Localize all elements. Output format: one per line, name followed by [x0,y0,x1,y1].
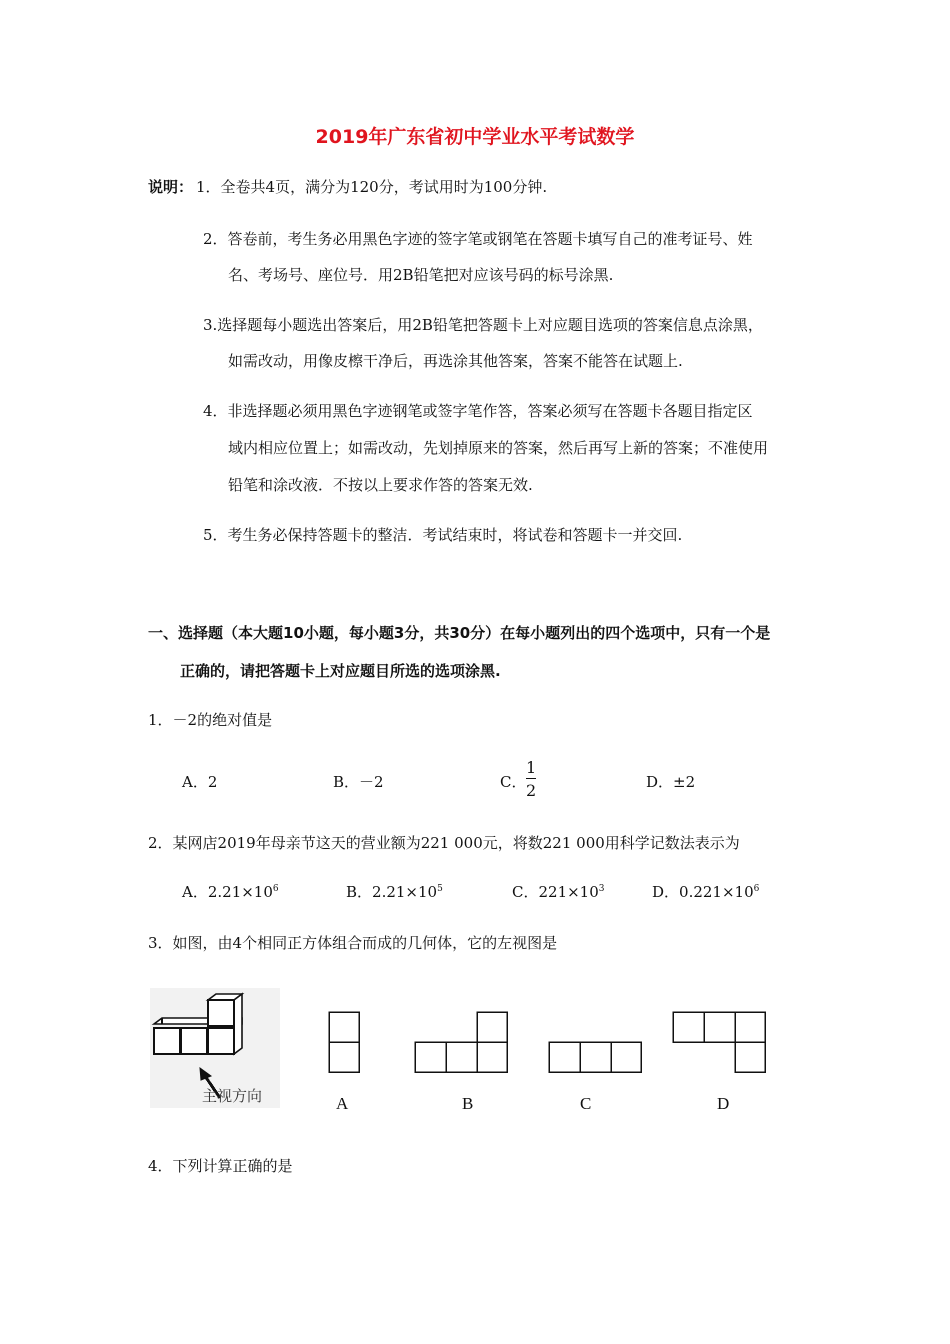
question-4-stem: 4．下列计算正确的是 [148,1157,293,1175]
fraction-numerator: 1 [526,758,537,777]
question-3-stem: 3．如图，由4个相同正方体组合而成的几何体，它的左视图是 [148,934,558,952]
instruction-1-line-1: 1．全卷共4页，满分为120分，考试用时为100分钟. [196,178,548,196]
q2-option-a-base: A．2.21×10 [182,883,273,901]
arrow-caption: 主视方向 [202,1087,263,1105]
q3-option-c-label: C [580,1094,592,1113]
q3-option-a-label: A [336,1094,349,1113]
fraction-denominator: 2 [526,778,536,801]
q1-option-c-fraction [526,758,536,801]
q2-option-b [346,881,443,902]
question-1-stem: 1．－2的绝对值是 [148,711,273,729]
q2-option-b-exponent: 5 [437,884,443,894]
section-header-line-1: 一、选择题（本大题10小题，每小题3分，共30分）在每小题列出的四个选项中，只有一个是 [148,624,771,642]
question-2-stem: 2．某网店2019年母亲节这天的营业额为221 000元，将数221 000用科学记数法表示为 [148,834,740,852]
q2-option-b-base: B．2.21×10 [346,883,438,901]
q1-option-d: D．±2 [646,773,696,791]
instruction-2-line-1: 2．答卷前，考生务必用黑色字迹的签字笔或钢笔在答题卡填写自己的准考证号、姓 [203,230,753,248]
q2-option-c [512,881,605,902]
instruction-3-line-1: 3.选择题每小题选出答案后，用2B铅笔把答题卡上对应题目选项的答案信息点涂黑， [203,316,763,334]
instruction-4-line-1: 4．非选择题必须用黑色字迹钢笔或签字笔作答，答案必须写在答题卡各题目指定区 [203,402,753,420]
q2-option-d-exponent: 6 [753,884,760,894]
q2-option-a [182,881,279,902]
q1-option-b: B．－2 [333,773,384,791]
page-title: 2019年广东省初中学业水平考试数学 [315,126,635,148]
q2-option-c-exponent: 3 [598,884,605,894]
q3-option-a-figure [327,1010,361,1074]
q3-option-c-figure [547,1040,643,1074]
instruction-4-line-3: 铅笔和涂改液．不按以上要求作答的答案无效. [228,476,533,494]
instruction-3-line-2: 如需改动，用像皮檫干净后，再选涂其他答案，答案不能答在试题上. [228,352,683,370]
instruction-4-line-2: 域内相应位置上；如需改动，先划掉原来的答案，然后再写上新的答案；不准使用 [228,439,769,457]
q2-option-d [652,881,759,902]
q1-option-c-label: C． [500,773,527,791]
q3-option-d-figure [671,1010,767,1074]
q3-option-b-figure [413,1010,509,1074]
q3-option-d-label: D [717,1094,730,1113]
instruction-5-line-1: 5．考生务必保持答题卡的整洁．考试结束时，将试卷和答题卡一并交回. [203,526,683,544]
instruction-2-line-2: 名、考场号、座位号．用2B铅笔把对应该号码的标号涂黑. [228,266,614,284]
section-header-line-2: 正确的，请把答题卡上对应题目所选的选项涂黑. [180,662,501,680]
q2-option-d-base: D．0.221×10 [652,883,754,901]
q3-option-b-label: B [462,1094,474,1113]
q2-option-c-base: C．221×10 [512,883,599,901]
instructions-label: 说明： [148,178,194,196]
q1-option-a: A．2 [182,773,218,791]
q2-option-a-exponent: 6 [272,884,279,894]
